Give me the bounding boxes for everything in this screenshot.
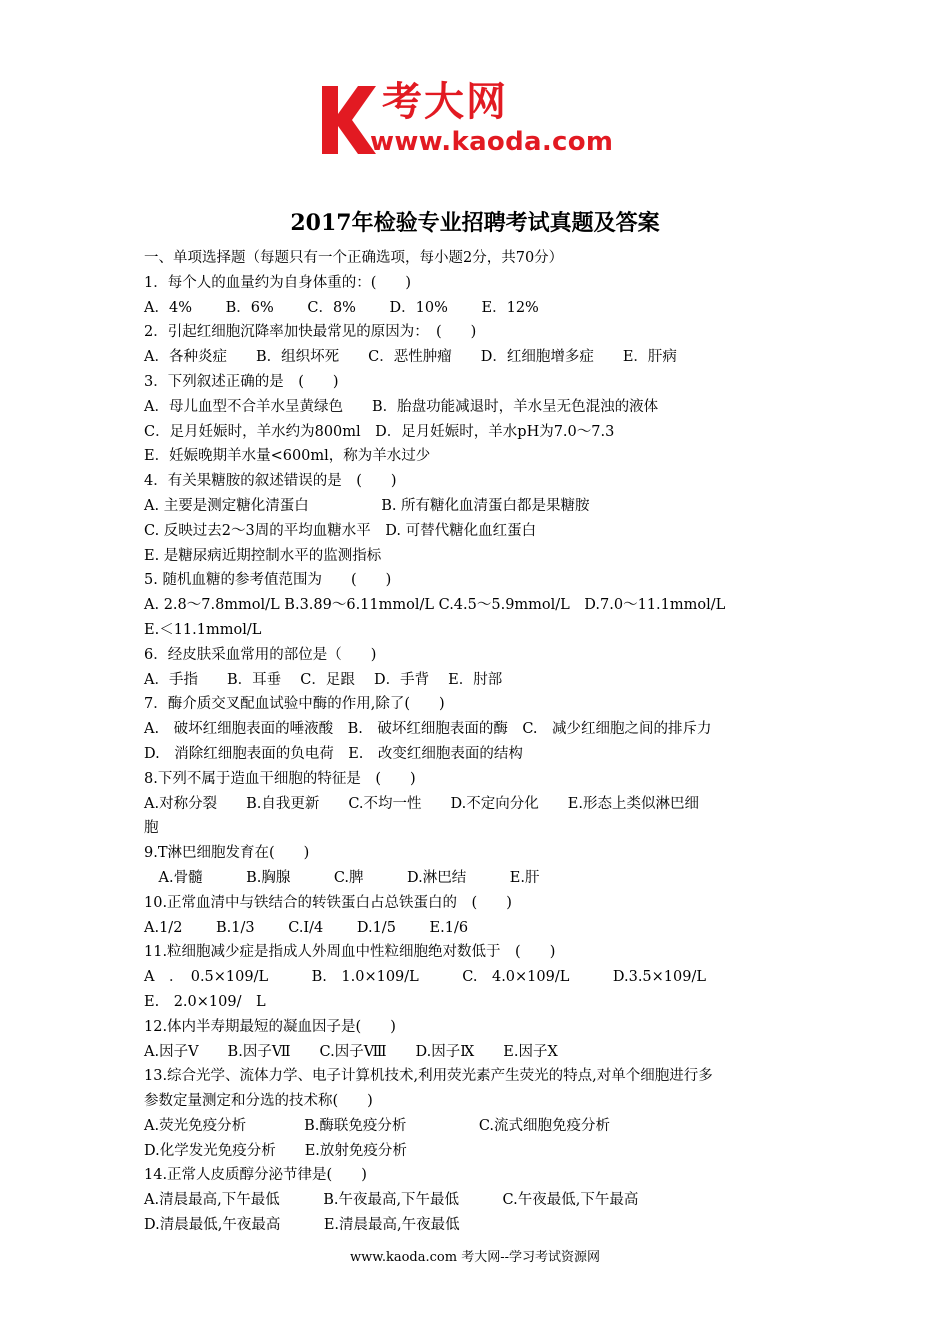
kaoda-logo bbox=[318, 78, 638, 158]
option-line: D. 消除红细胞表面的负电荷 E. 改变红细胞表面的结构 bbox=[144, 745, 523, 762]
option-line: E. 2.0×109/ L bbox=[144, 993, 266, 1010]
option-line: E.＜11.1mmol/L bbox=[144, 621, 262, 638]
option-line: A. 主要是测定糖化清蛋白 B. 所有糖化血清蛋白都是果糖胺 bbox=[144, 497, 590, 514]
option-line: A. 2.8～7.8mmol/L B.3.89～6.11mmol/L C.4.5～5.9mmol/L D.7.0～11.1mmol/L bbox=[144, 597, 726, 614]
option-line: A ． 0.5×109/L B. 1.0×109/L C. 4.0×109/L D.3.5×109/L bbox=[144, 969, 706, 986]
option-line: C. 反映过去2～3周的平均血糖水平 D. 可替代糖化血红蛋白 bbox=[144, 522, 537, 539]
option-line: A．手指 B．耳垂 C．足跟 D．手背 E．肘部 bbox=[144, 671, 503, 688]
option-line: E．妊娠晚期羊水量<600ml，称为羊水过少 bbox=[144, 448, 431, 465]
question-line: 9.T淋巴细胞发育在( ) bbox=[144, 845, 310, 862]
option-line: A.因子Ⅴ B.因子Ⅶ C.因子Ⅷ D.因子Ⅸ E.因子Ⅹ bbox=[144, 1043, 558, 1060]
option-line: A．母儿血型不合羊水呈黄绿色 B．胎盘功能减退时，羊水呈无色混浊的液体 bbox=[144, 398, 659, 415]
option-line: A.荧光免疫分析 B.酶联免疫分析 C.流式细胞免疫分析 bbox=[144, 1117, 611, 1134]
page-title: 2017年检验专业招聘考试真题及答案 bbox=[290, 210, 660, 236]
question-line: 13.综合光学、流体力学、电子计算机技术,利用荧光素产生荧光的特点,对单个细胞进行多 bbox=[144, 1068, 713, 1085]
page-footer: www.kaoda.com 考大网--学习考试资源网 bbox=[350, 1250, 600, 1265]
question-line: 6．经皮肤采血常用的部位是（ ) bbox=[144, 646, 377, 663]
section-heading: 一、单项选择题（每题只有一个正确选项，每小题2分，共70分） bbox=[144, 250, 564, 266]
option-line: A.1/2 B.1/3 C.I/4 D.1/5 E.1/6 bbox=[144, 919, 469, 936]
question-line: 3．下列叙述正确的是 ( ) bbox=[144, 373, 339, 390]
option-line: A．4% B．6% C．8% D．10% E．12% bbox=[144, 299, 539, 316]
question-line: 11.粒细胞减少症是指成人外周血中性粒细胞绝对数低于 ( ) bbox=[144, 944, 556, 961]
question-line: 12.体内半寿期最短的凝血因子是( ) bbox=[144, 1018, 396, 1035]
question-line: 5. 随机血糖的参考值范围为 ( ) bbox=[144, 572, 392, 589]
option-line: D.清晨最低,午夜最高 E.清晨最高,午夜最低 bbox=[144, 1217, 460, 1234]
option-line: A.清晨最高,下午最低 B.午夜最高,下午最低 C.午夜最低,下午最高 bbox=[144, 1192, 639, 1209]
option-line: D.化学发光免疫分析 E.放射免疫分析 bbox=[144, 1142, 407, 1159]
option-line: 胞 bbox=[144, 820, 159, 837]
option-line: A.骨髓 B.胸腺 C.脾 D.淋巴结 E.肝 bbox=[144, 869, 540, 886]
question-line: 7．酶介质交叉配血试验中酶的作用,除了( ) bbox=[144, 696, 445, 713]
option-line: C．足月妊娠时，羊水约为800ml D．足月妊娠时，羊水pH为7.0～7.3 bbox=[144, 423, 615, 440]
option-line: E. 是糖尿病近期控制水平的监测指标 bbox=[144, 547, 382, 564]
option-line: A.对称分裂 B.自我更新 C.不均一性 D.不定向分化 E.形态上类似淋巴细 bbox=[144, 795, 699, 812]
question-line: 1．每个人的血量约为自身体重的：( ) bbox=[144, 274, 412, 291]
question-line: 参数定量测定和分选的技术称( ) bbox=[144, 1093, 373, 1110]
option-line: A．各种炎症 B．组织坏死 C．恶性肿瘤 D．红细胞增多症 E．肝病 bbox=[144, 349, 677, 366]
logo-name: 考大网 bbox=[382, 79, 508, 125]
question-line: 8.下列不属于造血干细胞的特征是 ( ) bbox=[144, 770, 416, 787]
question-line: 2．引起红细胞沉降率加快最常见的原因为： ( ) bbox=[144, 324, 477, 341]
option-line: A. 破坏红细胞表面的唾液酸 B. 破坏红细胞表面的酶 C. 减少红细胞之间的排斥力 bbox=[144, 721, 712, 738]
question-line: 10.正常血清中与铁结合的转铁蛋白占总铁蛋白的 ( ) bbox=[144, 894, 512, 911]
question-line: 14.正常人皮质醇分泌节律是( ) bbox=[144, 1167, 367, 1184]
logo-url: www.kaoda.com bbox=[370, 127, 614, 157]
question-body bbox=[144, 246, 814, 1238]
question-line: 4．有关果糖胺的叙述错误的是 ( ) bbox=[144, 473, 397, 490]
k-logo-icon bbox=[318, 84, 378, 156]
